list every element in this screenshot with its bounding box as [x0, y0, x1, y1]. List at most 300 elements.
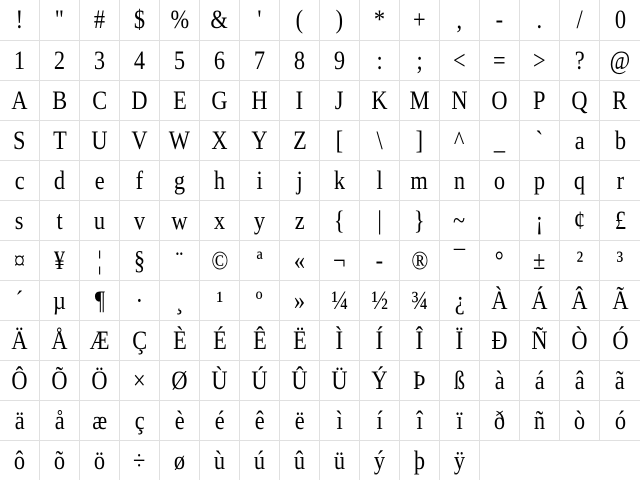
glyph-cell[interactable]: [160, 41, 200, 80]
glyph-cell[interactable]: [40, 361, 80, 400]
glyph: À: [491, 285, 508, 315]
glyph-cell[interactable]: [560, 321, 600, 360]
glyph-cell[interactable]: [160, 401, 200, 440]
glyph: £: [614, 205, 626, 235]
glyph-cell[interactable]: [560, 41, 600, 80]
glyph: ¨: [175, 245, 184, 275]
glyph-cell[interactable]: [280, 121, 320, 160]
glyph: ©: [210, 245, 228, 275]
glyph: X: [211, 125, 228, 155]
glyph-cell[interactable]: [120, 201, 160, 240]
glyph-cell[interactable]: [0, 321, 40, 360]
glyph-cell[interactable]: [320, 281, 360, 320]
glyph-cell[interactable]: [280, 361, 320, 400]
glyph: »: [293, 285, 306, 315]
glyph-cell[interactable]: [520, 281, 560, 320]
glyph: R: [612, 85, 628, 115]
glyph: a: [574, 125, 585, 155]
glyph-cell[interactable]: [520, 201, 560, 240]
glyph-cell[interactable]: [280, 281, 320, 320]
glyph-cell[interactable]: [280, 0, 320, 40]
glyph-cell[interactable]: [240, 361, 280, 400]
glyph-cell[interactable]: [280, 441, 320, 480]
glyph-cell[interactable]: [240, 321, 280, 360]
glyph: v: [133, 205, 146, 235]
glyph-cell[interactable]: [200, 121, 240, 160]
glyph: ³: [616, 245, 624, 275]
glyph: o: [493, 165, 506, 195]
glyph: ¹: [216, 285, 223, 315]
glyph-cell[interactable]: [360, 321, 400, 360]
glyph-cell[interactable]: [240, 161, 280, 200]
glyph-cell[interactable]: [120, 121, 160, 160]
charmap-row: [0, 360, 640, 400]
glyph-cell[interactable]: [600, 81, 640, 120]
glyph-cell[interactable]: [0, 441, 40, 480]
charmap-row: [0, 320, 640, 360]
glyph-cell[interactable]: [40, 321, 80, 360]
glyph: Ô: [11, 365, 28, 395]
glyph-cell[interactable]: [160, 161, 200, 200]
glyph: r: [616, 165, 624, 195]
glyph-cell[interactable]: [280, 241, 320, 280]
glyph-cell[interactable]: [40, 161, 80, 200]
glyph-cell[interactable]: [160, 81, 200, 120]
glyph-cell[interactable]: [160, 121, 200, 160]
glyph-cell[interactable]: [200, 201, 240, 240]
glyph-cell[interactable]: [240, 241, 280, 280]
glyph-cell[interactable]: [400, 81, 440, 120]
glyph-cell[interactable]: [40, 81, 80, 120]
glyph: |: [377, 205, 382, 235]
glyph-cell[interactable]: [160, 241, 200, 280]
glyph: ÷: [133, 445, 146, 475]
glyph-cell[interactable]: [40, 41, 80, 80]
glyph: C: [92, 85, 107, 115]
glyph: ¤: [13, 245, 26, 275]
glyph-cell[interactable]: [120, 161, 160, 200]
glyph: ß: [453, 365, 466, 395]
glyph-cell[interactable]: [440, 361, 480, 400]
glyph-cell[interactable]: [80, 41, 120, 80]
glyph-cell[interactable]: [360, 41, 400, 80]
glyph: Ö: [91, 365, 108, 395]
glyph: Ú: [251, 365, 268, 395]
glyph: ^: [454, 125, 465, 155]
glyph-cell[interactable]: [480, 0, 520, 40]
glyph: Í: [375, 325, 384, 355]
glyph-cell[interactable]: [160, 281, 200, 320]
glyph-cell[interactable]: [520, 0, 560, 40]
glyph: Z: [292, 125, 307, 155]
glyph: >: [533, 45, 546, 75]
glyph: æ: [92, 405, 107, 435]
glyph: à: [494, 365, 505, 395]
glyph-cell[interactable]: [200, 241, 240, 280]
glyph-cell[interactable]: [40, 201, 80, 240]
glyph: ë: [294, 405, 305, 435]
glyph-cell[interactable]: [0, 241, 40, 280]
glyph: å: [54, 405, 65, 435]
glyph-cell[interactable]: [320, 201, 360, 240]
glyph-cell[interactable]: [520, 361, 560, 400]
glyph: Ò: [571, 325, 588, 355]
glyph-cell[interactable]: [400, 361, 440, 400]
glyph: Ã: [611, 285, 629, 315]
glyph-cell[interactable]: [600, 241, 640, 280]
glyph-cell[interactable]: [120, 361, 160, 400]
glyph: î: [416, 405, 423, 435]
glyph-cell[interactable]: [120, 0, 160, 40]
glyph-cell[interactable]: [400, 241, 440, 280]
glyph-cell[interactable]: [400, 41, 440, 80]
glyph: é: [214, 405, 225, 435]
glyph-cell[interactable]: [240, 41, 280, 80]
empty-cell: [600, 441, 640, 480]
glyph-cell[interactable]: [600, 281, 640, 320]
glyph-cell[interactable]: [280, 321, 320, 360]
glyph-cell[interactable]: [600, 361, 640, 400]
glyph-cell[interactable]: [120, 441, 160, 480]
glyph-cell[interactable]: [360, 161, 400, 200]
glyph-cell[interactable]: [240, 81, 280, 120]
glyph-cell[interactable]: [440, 441, 480, 480]
glyph-cell[interactable]: [440, 161, 480, 200]
glyph-cell[interactable]: [440, 121, 480, 160]
glyph-cell[interactable]: [480, 41, 520, 80]
glyph: Ý: [371, 365, 388, 395]
glyph-cell[interactable]: [560, 0, 600, 40]
glyph-cell[interactable]: [520, 41, 560, 80]
glyph-cell[interactable]: [400, 321, 440, 360]
glyph: Ù: [211, 365, 228, 395]
glyph-cell[interactable]: [520, 401, 560, 440]
glyph: O: [491, 85, 508, 115]
glyph-cell[interactable]: [200, 281, 240, 320]
glyph: 2: [53, 45, 66, 75]
glyph-cell[interactable]: [600, 321, 640, 360]
glyph-cell[interactable]: [360, 401, 400, 440]
glyph: 0: [614, 5, 626, 34]
glyph: y: [253, 205, 266, 235]
empty-cell: [480, 441, 520, 480]
glyph-cell[interactable]: [240, 121, 280, 160]
glyph-cell[interactable]: [120, 41, 160, 80]
glyph-cell[interactable]: [80, 321, 120, 360]
glyph-cell[interactable]: [280, 161, 320, 200]
glyph-cell[interactable]: [160, 361, 200, 400]
glyph-cell[interactable]: [0, 361, 40, 400]
glyph: ¡: [535, 205, 544, 235]
glyph: ð: [493, 405, 506, 435]
glyph-cell[interactable]: [80, 401, 120, 440]
glyph-cell[interactable]: [80, 121, 120, 160]
glyph-cell[interactable]: [0, 41, 40, 80]
glyph-cell[interactable]: [400, 0, 440, 40]
glyph-cell[interactable]: [120, 281, 160, 320]
glyph: ¼: [331, 285, 348, 315]
glyph: ù: [213, 445, 226, 475]
glyph-cell[interactable]: [240, 401, 280, 440]
glyph-cell[interactable]: [280, 81, 320, 120]
glyph-cell[interactable]: [80, 241, 120, 280]
glyph-cell[interactable]: [440, 201, 480, 240]
glyph-cell[interactable]: [440, 81, 480, 120]
glyph: Ð: [491, 325, 508, 355]
glyph: %: [170, 5, 189, 34]
glyph-cell[interactable]: [240, 281, 280, 320]
glyph-cell[interactable]: [560, 161, 600, 200]
glyph-cell[interactable]: [80, 441, 120, 480]
glyph-cell[interactable]: [480, 361, 520, 400]
glyph-cell[interactable]: [200, 41, 240, 80]
glyph-cell[interactable]: [360, 81, 400, 120]
glyph: Á: [531, 285, 548, 315]
glyph-cell[interactable]: [480, 281, 520, 320]
glyph-cell[interactable]: [40, 401, 80, 440]
glyph: ´: [15, 285, 24, 315]
glyph-cell[interactable]: [520, 161, 560, 200]
glyph-cell[interactable]: [0, 401, 40, 440]
glyph-cell[interactable]: [0, 161, 40, 200]
glyph-cell[interactable]: [480, 201, 520, 240]
glyph-cell[interactable]: [480, 401, 520, 440]
glyph: U: [91, 125, 108, 155]
glyph-cell[interactable]: [600, 201, 640, 240]
glyph-cell[interactable]: [440, 281, 480, 320]
glyph: E: [172, 85, 187, 115]
glyph-cell[interactable]: [200, 321, 240, 360]
glyph-cell[interactable]: [360, 441, 400, 480]
glyph-cell[interactable]: [200, 401, 240, 440]
glyph-cell[interactable]: [320, 41, 360, 80]
glyph: 7: [253, 45, 266, 75]
glyph-cell[interactable]: [80, 81, 120, 120]
glyph: ½: [371, 285, 388, 315]
glyph: A: [11, 85, 28, 115]
glyph-cell[interactable]: [560, 201, 600, 240]
glyph: ¸: [175, 285, 184, 315]
glyph-cell[interactable]: [40, 0, 80, 40]
glyph-cell[interactable]: [360, 201, 400, 240]
glyph-cell[interactable]: [280, 201, 320, 240]
glyph: W: [168, 125, 191, 155]
glyph: Ç: [132, 325, 147, 355]
glyph-cell[interactable]: [560, 401, 600, 440]
glyph: l: [376, 165, 383, 195]
glyph: Â: [571, 285, 588, 315]
glyph-cell[interactable]: [520, 241, 560, 280]
glyph-cell[interactable]: [320, 241, 360, 280]
glyph-cell[interactable]: [240, 0, 280, 40]
glyph-cell[interactable]: [360, 281, 400, 320]
glyph-cell[interactable]: [600, 0, 640, 40]
glyph: c: [14, 165, 25, 195]
glyph-cell[interactable]: [40, 441, 80, 480]
glyph-cell[interactable]: [600, 161, 640, 200]
glyph-cell[interactable]: [400, 281, 440, 320]
charmap-row: [0, 120, 640, 160]
glyph-cell[interactable]: [200, 441, 240, 480]
glyph-cell[interactable]: [320, 81, 360, 120]
empty-cell: [560, 441, 600, 480]
glyph-cell[interactable]: [320, 121, 360, 160]
glyph: 1: [13, 45, 26, 75]
glyph-cell[interactable]: [40, 281, 80, 320]
glyph-cell[interactable]: [440, 401, 480, 440]
glyph: °: [495, 245, 504, 275]
glyph: ñ: [533, 405, 546, 435]
glyph-cell[interactable]: [560, 281, 600, 320]
glyph-cell[interactable]: [400, 441, 440, 480]
glyph: N: [451, 85, 468, 115]
glyph-cell[interactable]: [600, 121, 640, 160]
glyph-cell[interactable]: [0, 81, 40, 120]
charmap-row: [0, 0, 640, 40]
glyph: e: [94, 165, 105, 195]
glyph-cell[interactable]: [40, 241, 80, 280]
glyph: :: [376, 45, 383, 75]
glyph-cell[interactable]: [320, 321, 360, 360]
glyph-cell[interactable]: [200, 0, 240, 40]
glyph: #: [93, 5, 106, 34]
glyph: ±: [533, 245, 546, 275]
glyph-cell[interactable]: [600, 41, 640, 80]
glyph-cell[interactable]: [0, 281, 40, 320]
glyph-cell[interactable]: [560, 361, 600, 400]
glyph-cell[interactable]: [80, 281, 120, 320]
glyph: g: [173, 165, 186, 195]
glyph-cell[interactable]: [480, 121, 520, 160]
glyph-cell[interactable]: [440, 321, 480, 360]
glyph: Ì: [335, 325, 344, 355]
glyph-cell[interactable]: [320, 361, 360, 400]
glyph-cell[interactable]: [480, 321, 520, 360]
glyph: í: [376, 405, 383, 435]
glyph-cell[interactable]: [360, 241, 400, 280]
glyph-cell[interactable]: [360, 0, 400, 40]
glyph-cell[interactable]: [560, 241, 600, 280]
glyph: K: [371, 85, 388, 115]
glyph: ï: [456, 405, 463, 435]
glyph-cell[interactable]: [80, 201, 120, 240]
glyph-cell[interactable]: [320, 401, 360, 440]
glyph: ,: [456, 5, 463, 34]
glyph-cell[interactable]: [480, 81, 520, 120]
glyph: w: [171, 205, 188, 235]
glyph: I: [295, 85, 304, 115]
glyph-cell[interactable]: [0, 0, 40, 40]
glyph: Å: [51, 325, 68, 355]
glyph-cell[interactable]: [440, 241, 480, 280]
glyph-cell[interactable]: [200, 161, 240, 200]
glyph-cell[interactable]: [160, 321, 200, 360]
glyph: ê: [254, 405, 265, 435]
glyph-cell[interactable]: [80, 161, 120, 200]
glyph-cell[interactable]: [480, 161, 520, 200]
glyph-cell[interactable]: [200, 81, 240, 120]
glyph-cell[interactable]: [160, 201, 200, 240]
glyph-cell[interactable]: [560, 121, 600, 160]
charmap-row: [0, 200, 640, 240]
glyph: ": [54, 5, 65, 34]
glyph-cell[interactable]: [400, 121, 440, 160]
glyph-cell[interactable]: [400, 401, 440, 440]
glyph-cell[interactable]: [120, 81, 160, 120]
glyph-cell[interactable]: [280, 41, 320, 80]
glyph-cell[interactable]: [160, 441, 200, 480]
glyph: M: [409, 85, 430, 115]
glyph-cell[interactable]: [120, 401, 160, 440]
glyph-cell[interactable]: [80, 361, 120, 400]
glyph-cell[interactable]: [360, 121, 400, 160]
glyph: ¬: [333, 245, 346, 275]
glyph-cell[interactable]: [440, 41, 480, 80]
glyph-cell[interactable]: [520, 81, 560, 120]
glyph: h: [213, 165, 226, 195]
glyph-cell[interactable]: [0, 201, 40, 240]
glyph-cell[interactable]: [360, 361, 400, 400]
glyph-cell[interactable]: [320, 161, 360, 200]
glyph: @: [609, 45, 631, 75]
glyph: D: [131, 85, 148, 115]
glyph-cell[interactable]: [560, 81, 600, 120]
glyph: Q: [571, 85, 588, 115]
glyph: 3: [93, 45, 106, 75]
glyph-cell[interactable]: [120, 321, 160, 360]
glyph-cell[interactable]: [240, 441, 280, 480]
glyph: ÿ: [453, 445, 466, 475]
glyph: 6: [213, 45, 226, 75]
glyph-cell[interactable]: [480, 241, 520, 280]
glyph: B: [52, 85, 67, 115]
glyph: -: [375, 245, 384, 275]
glyph-cell[interactable]: [400, 161, 440, 200]
glyph: ×: [133, 365, 146, 395]
glyph: ý: [373, 445, 386, 475]
glyph-cell[interactable]: [200, 361, 240, 400]
glyph: ?: [574, 45, 585, 75]
glyph: H: [251, 85, 268, 115]
glyph-cell[interactable]: [400, 201, 440, 240]
glyph-cell[interactable]: [520, 321, 560, 360]
glyph: û: [293, 445, 306, 475]
glyph: â: [574, 365, 585, 395]
glyph-cell[interactable]: [0, 121, 40, 160]
glyph: V: [131, 125, 148, 155]
charmap-row: [0, 80, 640, 120]
glyph-cell[interactable]: [320, 441, 360, 480]
glyph: ã: [615, 365, 625, 395]
glyph-cell[interactable]: [240, 201, 280, 240]
glyph-cell[interactable]: [160, 0, 200, 40]
glyph-cell[interactable]: [120, 241, 160, 280]
glyph: $: [133, 5, 146, 34]
glyph-cell[interactable]: [40, 121, 80, 160]
glyph-cell[interactable]: [80, 0, 120, 40]
glyph: d: [53, 165, 66, 195]
glyph: <: [453, 45, 466, 75]
glyph: u: [93, 205, 106, 235]
glyph-cell[interactable]: [600, 401, 640, 440]
glyph: 8: [293, 45, 306, 75]
glyph-cell[interactable]: [520, 121, 560, 160]
glyph: Ñ: [531, 325, 548, 355]
glyph: _: [493, 125, 506, 155]
glyph-cell[interactable]: [280, 401, 320, 440]
glyph-cell[interactable]: [440, 0, 480, 40]
glyph-cell[interactable]: [320, 0, 360, 40]
